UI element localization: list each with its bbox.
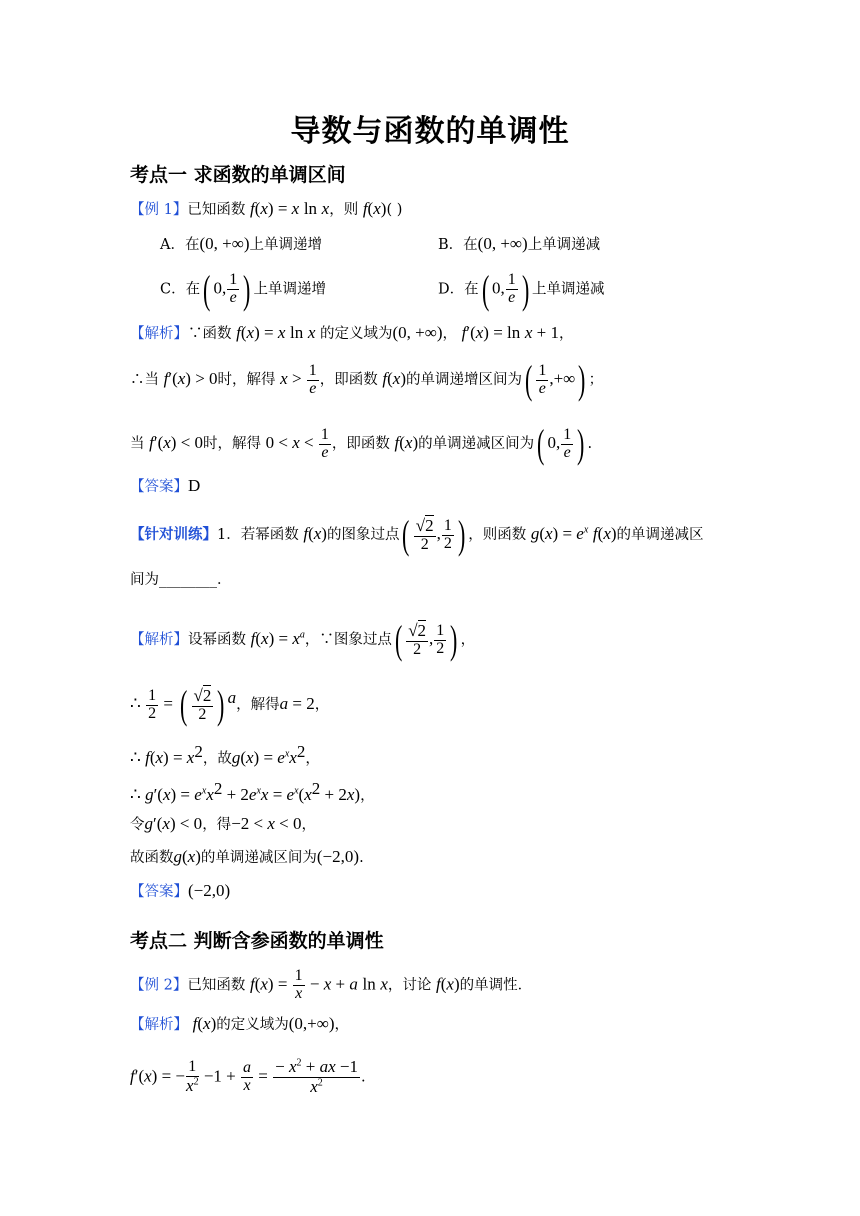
practice-analysis-3: ∴ $f(x) = x^2$，故$g(x) = e^xx^2$， bbox=[130, 742, 320, 767]
stem-text: ，则 bbox=[329, 202, 359, 218]
practice-stem-2: 间为________． bbox=[130, 572, 232, 588]
practice-analysis-1: 【解析】设幂函数 $f(x) = x^a$，∵图象过点( $\frac{√2}{2}$ , $\frac{1}{2}$ ) ， bbox=[130, 617, 476, 662]
practice-analysis-2: ∴ $\frac{1}{2}$ = ( $\frac{√2}{2}$ ) $^a$，解得a = 2， bbox=[130, 682, 330, 727]
section-heading-1: 考点一 求函数的单调区间 bbox=[130, 164, 346, 186]
option-d: D．在( 0, $\frac{1}{e}$ ) 上单调递减 bbox=[438, 267, 605, 312]
practice-stem: 【针对训练】1．若幂函数 f(x)的图象过点( $\frac{√2}{2}$ , $\frac{1}{2}$ ) ，则函数 $g(x) = e^x$ f(x)的单调递减区 bbox=[130, 512, 704, 557]
option-a: A．在(0, +∞)上单调递增 bbox=[160, 234, 323, 253]
analysis-tag: 【解析】 bbox=[130, 326, 188, 342]
practice-analysis-5: 令g′(x) < 0，得−2 < x < 0， bbox=[130, 814, 317, 833]
practice-analysis-4: ∴ $g'(x) = e^xx^2 + 2e^xx = e^x(x^2 + 2x)$， bbox=[130, 779, 375, 804]
example-1-stem: 【例 1】已知函数 f(x) = x ln x，则 f(x)( ) bbox=[130, 199, 403, 218]
answer-tag: 【答案】 bbox=[130, 479, 188, 495]
example-tag: 【例 2】 bbox=[130, 977, 188, 994]
answer-value: D bbox=[188, 476, 201, 495]
stem-text: 已知函数 bbox=[187, 202, 246, 218]
section-heading-2: 考点二 判断含参函数的单调性 bbox=[130, 930, 384, 952]
analysis-line-1: 【解析】∵函数 f(x) = x ln x 的定义域为(0, +∞)， f′(x) = ln x + 1， bbox=[130, 323, 574, 342]
analysis-line-3: 当 f′(x) < 0时，解得 0 < x < $\frac{1}{e}$ ，即函数 f(x)的单调递减区间为( 0, $\frac{1}{e}$ ) . bbox=[130, 421, 593, 466]
example-2-analysis-2: f′(x) = − $\frac{1}{x^2}$ −1 + $\frac{a}{x}$ = $\frac{- x^2 + ax -1}{x^2}$ . bbox=[130, 1057, 366, 1096]
option-c: C．在( 0, $\frac{1}{e}$ ) 上单调递增 bbox=[160, 267, 327, 312]
answer-value: (−2,0) bbox=[188, 881, 231, 900]
answer-tag: 【答案】 bbox=[130, 884, 188, 900]
example-tag: 【例 1】 bbox=[130, 202, 188, 218]
stem-text: ( ) bbox=[386, 202, 403, 218]
answer-2 bbox=[130, 882, 230, 900]
analysis-tag: 【解析】 bbox=[130, 632, 188, 648]
practice-analysis-6: 故函数g(x)的单调递减区间为(−2,0). bbox=[130, 847, 364, 866]
example-2-analysis-1: 【解析】 f(x)的定义域为(0,+∞)， bbox=[130, 1014, 350, 1033]
page-title: 导数与函数的单调性 bbox=[290, 114, 570, 149]
analysis-line-2: ∴当 f′(x) > 0时，解得 x > $\frac{1}{e}$ ，即函数 f(x)的单调递增区间为( $\frac{1}{e}$ ,+∞) ； bbox=[130, 357, 604, 402]
answer-1 bbox=[130, 477, 200, 495]
option-b: B．在(0, +∞)上单调递减 bbox=[438, 234, 601, 253]
practice-tag: 【针对训练】 bbox=[130, 526, 217, 543]
analysis-tag: 【解析】 bbox=[130, 1017, 188, 1033]
example-2-stem: 【例 2】已知函数 f(x) = $\frac{1}{x}$ − x + a ln x，讨论 f(x)的单调性． bbox=[130, 967, 533, 1002]
